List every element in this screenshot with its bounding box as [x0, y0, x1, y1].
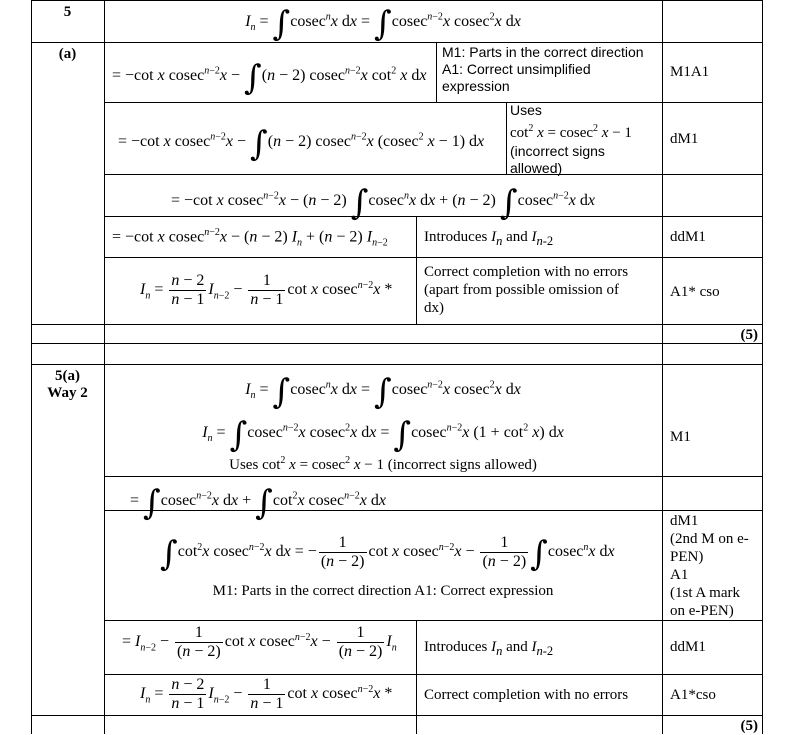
- mark-a1-cso: A1* cso: [670, 284, 720, 300]
- note-completion: Correct completion with no errors (apart from possible omission of dx): [424, 264, 629, 316]
- row-line: [104, 674, 763, 675]
- note-divider: [416, 216, 417, 324]
- row-line: [31, 343, 763, 344]
- equation-rewrite-way2: $I_n = \int cosec^{n-2}x$ cosec$^2$x dx = ∫cosec$^{n-2}$x $(1 + \cot^2 x)$ dx: [202, 415, 564, 455]
- row-line: [31, 715, 763, 716]
- mark-a1-cso-way2: A1*cso: [670, 687, 716, 703]
- note-uses-identity: Uses $\cot^2 x = cosec^2$ x − 1 (incorrect signs allowed): [510, 102, 632, 176]
- note-divider: [506, 102, 507, 174]
- total-marks-way2: (5): [740, 718, 758, 734]
- note-parts-way2: M1: Parts in the correct direction A1: Correct expression: [212, 583, 554, 599]
- note-divider: [436, 42, 437, 102]
- equation-identity: = −cot x cosec$^{n-2}$x − ∫(n − 2) cosec$^{n-2}$x (cosec$^2$ x − 1) dx: [118, 124, 485, 164]
- note-parts: M1: Parts in the correct direction A1: Correct unsimplified expression: [442, 44, 644, 94]
- equation-parts-way2: $\int\cot^2x$ cosec$^{n-2}$x dx = − $\frac{1}{(n - 2)}$ cot x cosec$^{n-2}$x − $\frac{1}{(n - 2)}$ ∫cosec$^n$x dx: [160, 534, 615, 575]
- column-divider-question: [104, 0, 105, 734]
- row-line: [104, 620, 763, 621]
- question-number: 5: [63, 4, 72, 20]
- row-line: [104, 476, 763, 477]
- mark-ddm1-way2: ddM1: [670, 639, 706, 655]
- equation-parts: = −cot x cosec$^{n-2}$x − ∫(n − 2) cosec$^{n-2}$x $\cot^2 x$ dx: [112, 58, 427, 98]
- mark-ddm1: ddM1: [670, 229, 706, 245]
- equation-expanded: = −cot x cosec$^{n-2}$x − (n − 2) ∫cosec$^n$x dx + (n − 2) ∫cosec$^{n-2}$x dx: [171, 183, 595, 223]
- mark-m1a1: M1A1: [670, 64, 710, 80]
- part-label: (a): [58, 46, 77, 62]
- row-line: [104, 257, 763, 258]
- row-line: [104, 174, 763, 175]
- equation-result: $I_n$ = $\frac{n - 2}{n - 1}$ $I_{n-2}$ − $\frac{1}{n - 1}$ cot x cosec$^{n-2}$x *: [140, 272, 393, 308]
- equation-result-way2: $I_n$ = $\frac{n - 2}{n - 1}$ $I_{n-2}$ − $\frac{1}{n - 1}$ cot x cosec$^{n-2}$x *: [140, 676, 393, 712]
- row-line: [31, 324, 763, 325]
- table-right-border: [762, 0, 763, 734]
- row-line: [104, 102, 763, 103]
- equation-definition-way2: $I_n = \int cosec^nx$ dx = ∫cosec$^{n-2}$x cosec$^2$x dx: [245, 372, 521, 412]
- equation-split-way2: = ∫cosec$^{n-2}$x dx + $\int\cot^2x$ cosec$^{n-2}$x dx: [130, 483, 386, 523]
- equation-introduce: = −cot x cosec$^{n-2}$x − (n − 2) $I_n + (n - 2)$ $I_{n-2}$: [112, 227, 388, 249]
- note-introduces: Introduces $I_n$ and $I_{n-2}$: [424, 229, 554, 248]
- mark-m1: M1: [670, 429, 691, 445]
- part-label-way2: 5(a) Way 2: [47, 368, 88, 401]
- row-line: [31, 364, 763, 365]
- note-introduces-way2: Introduces $I_n$ and $I_{n-2}$: [424, 639, 554, 658]
- equation-introduce-way2: = $I_{n-2}$ − $\frac{1}{(n - 2)}$ cot x cosec$^{n-2}$x − $\frac{1}{(n - 2)}$ $I_n$: [122, 624, 397, 660]
- equation-definition: $I_n = \int cosec^nx$ dx = ∫cosec$^{n-2}$x cosec$^2$x dx: [245, 4, 521, 44]
- column-divider-marks: [662, 0, 663, 734]
- note-uses-identity-way2: Uses $\cot^2 x = cosec^2$ x − 1 (incorrect signs allowed): [229, 455, 537, 473]
- note-divider: [416, 620, 417, 734]
- note-completion-way2: Correct completion with no errors: [424, 687, 629, 703]
- row-line: [31, 0, 763, 1]
- mark-dm1-a1: dM1 (2nd M on e- PEN) A1 (1st A mark on e-PEN): [670, 513, 749, 619]
- table-left-border: [31, 0, 32, 734]
- mark-dm1: dM1: [670, 131, 699, 147]
- total-marks: (5): [740, 327, 758, 343]
